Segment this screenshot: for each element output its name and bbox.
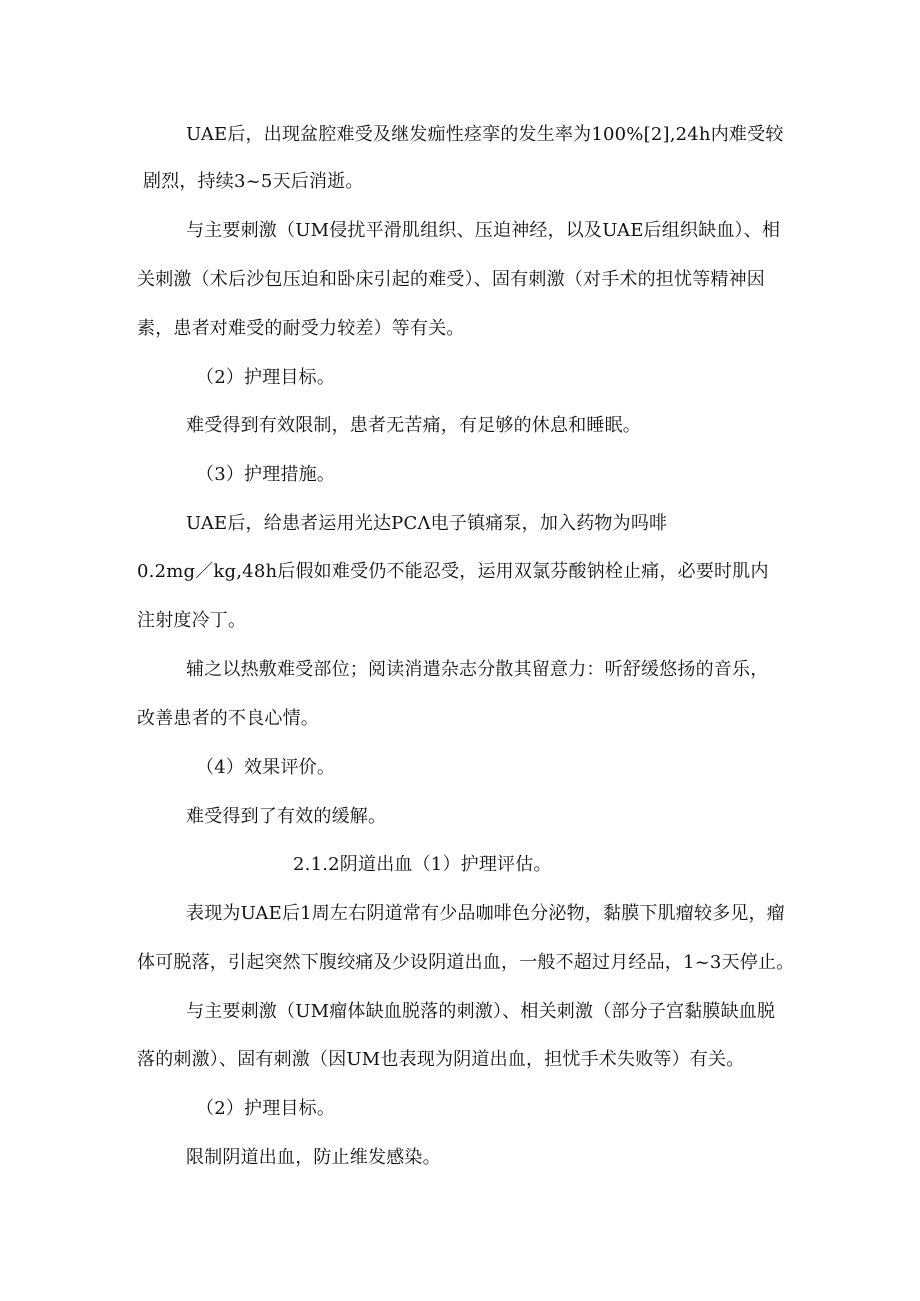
paragraph-line: 0.2mg／kg,48h后假如难受仍不能忍受，运用双氯芬酸钠栓止痛，必要时肌内 — [137, 561, 769, 582]
paragraph-line: 剧烈，持续3~5天后消逝。 — [143, 171, 364, 192]
paragraph-line: 限制阴道出血，防止维发感染。 — [186, 1147, 441, 1168]
paragraph-line: 难受得到有效限制，患者无苦痛，有足够的休息和睡眠。 — [186, 415, 641, 436]
paragraph-line: UAE后，给患者运用光达PCΛ电子镇痛泵，加入药物为吗啡 — [186, 513, 668, 534]
paragraph-line: 与主要刺激（UM侵扰平滑肌组织、压迫神经，以及UAE后组织缺血）、相 — [186, 220, 781, 241]
paragraph-line: 改善患者的不良心情。 — [137, 708, 319, 729]
paragraph-line: 表现为UAE后1周左右阴道常有少品咖啡色分泌物，黏膜下肌瘤较多见，瘤 — [186, 903, 786, 924]
paragraph-line: 难受得到了有效的缓解。 — [186, 806, 387, 827]
section-heading: （2）护理目标。 — [196, 1098, 336, 1119]
section-heading: （3）护理措施。 — [196, 464, 336, 485]
paragraph-line: 关刺激（术后沙包压迫和卧床引起的难受）、固有刺激（对手术的担忧等精神因 — [137, 269, 765, 290]
paragraph-line: 注射度冷丁。 — [137, 610, 247, 631]
paragraph-line: 与主要刺激（UM瘤体缺血脱落的刺激）、相关刺激（部分子宫黏膜缺血脱 — [186, 1001, 776, 1022]
paragraph-line: UAE后，出现盆腔难受及继发痂性痉挛的发生率为100%[2],24h内难受较 — [186, 124, 784, 145]
paragraph-line: 辅之以热敷难受部位；阅读消遣杂志分散其留意力：听舒缓悠扬的音乐， — [186, 659, 769, 680]
paragraph-line: 落的刺激）、固有刺激（因UM也表现为阴道出血，担忧手术失败等）有关。 — [137, 1049, 745, 1070]
section-heading: （2）护理目标。 — [196, 367, 336, 388]
paragraph-line: 体可脱落，引起突然下腹绞痛及少设阴道出血，一般不超过月经品，1~3天停止。 — [137, 952, 795, 973]
paragraph-line: 素，患者对难受的耐受力较差）等有关。 — [137, 318, 465, 339]
subsection-heading: 2.1.2阴道出血（1）护理评估。 — [293, 854, 552, 875]
section-heading: （4）效果评价。 — [196, 757, 336, 778]
